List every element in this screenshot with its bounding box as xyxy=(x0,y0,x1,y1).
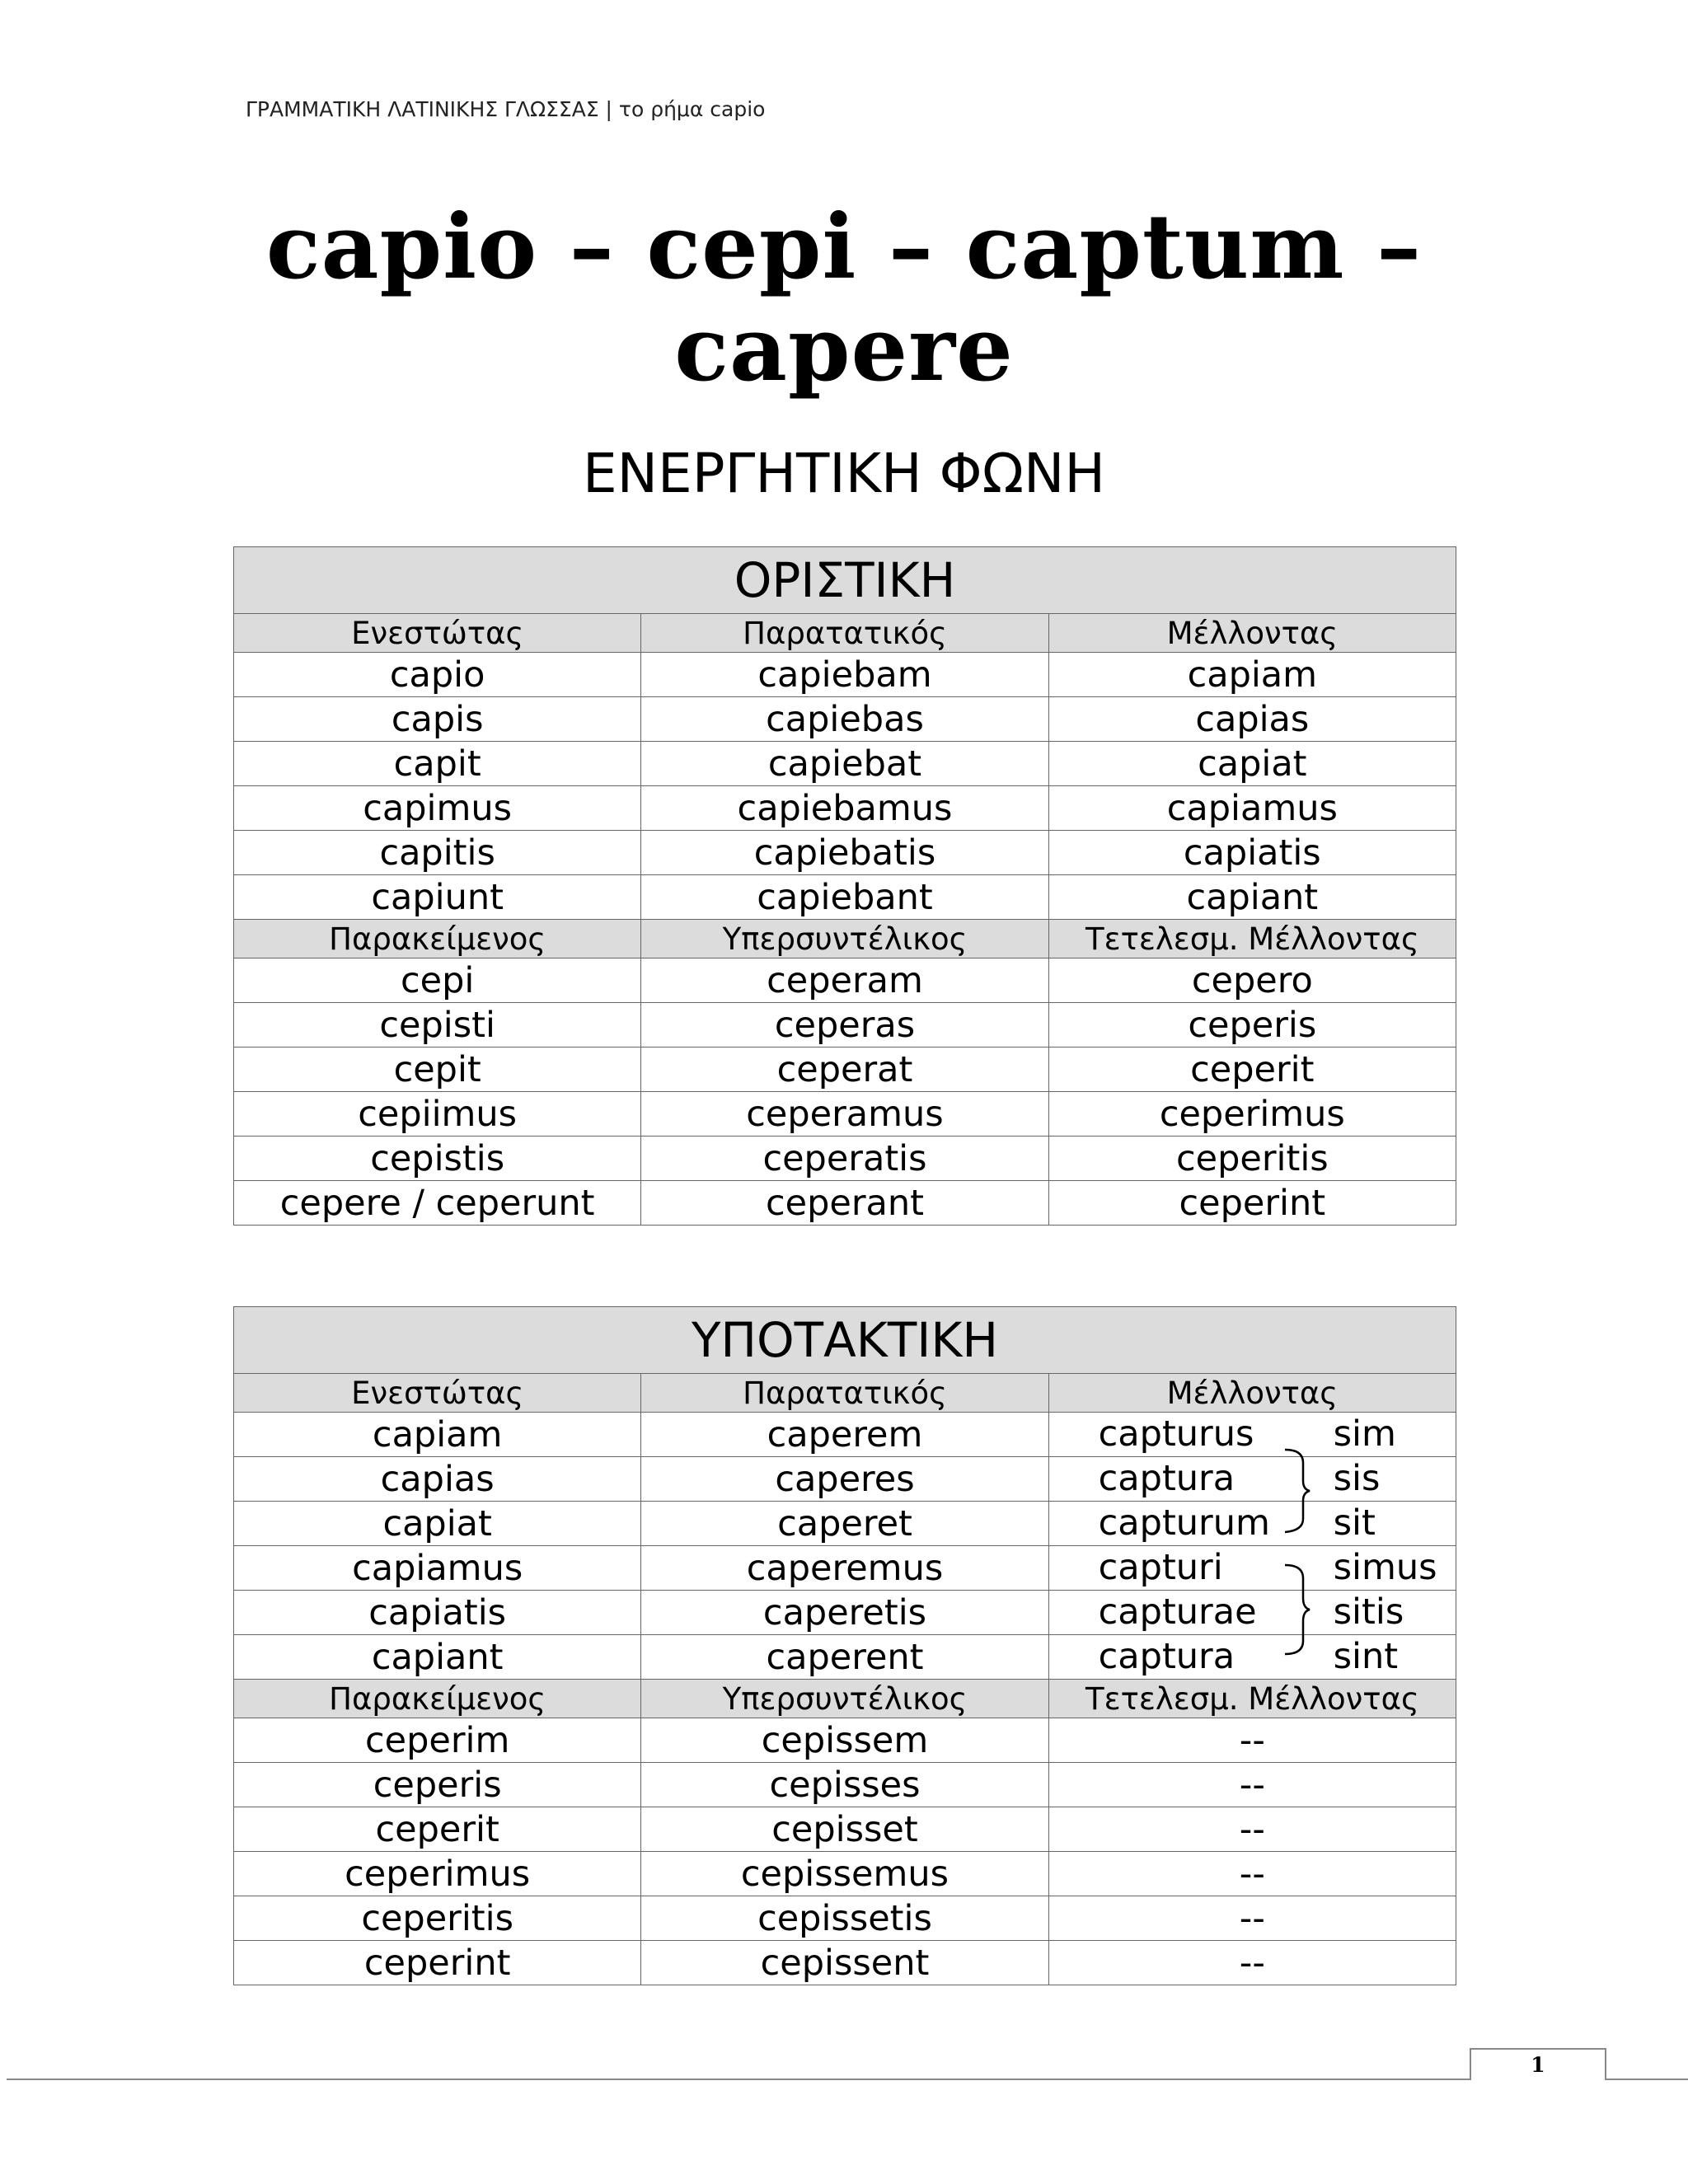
tense-header: Υπερσυντέλικος xyxy=(641,1680,1048,1718)
tense-header: Παρατατικός xyxy=(641,614,1048,653)
tense-header-row xyxy=(234,1680,1456,1718)
tense-header: Υπερσυντέλικος xyxy=(641,920,1048,958)
form-cell: capis xyxy=(234,697,641,742)
tense-header-row xyxy=(234,920,1456,958)
table-row xyxy=(234,1181,1456,1226)
form-cell: ceperis xyxy=(1048,1003,1456,1047)
form-cell: capiatis xyxy=(1048,831,1456,875)
form-cell: ceperis xyxy=(234,1763,641,1807)
table-row xyxy=(234,1546,1456,1591)
form-cell: caperes xyxy=(641,1457,1048,1502)
tense-header: Ενεστώτας xyxy=(234,614,641,653)
periphrastic-cell xyxy=(1048,1546,1456,1591)
periphrastic-cell xyxy=(1048,1635,1456,1680)
form-cell: ceperint xyxy=(234,1941,641,1985)
form-cell: capiebamus xyxy=(641,786,1048,831)
form-cell: capio xyxy=(234,653,641,697)
footer-rule xyxy=(7,2079,1688,2080)
periphrastic-cell xyxy=(1048,1413,1456,1457)
form-cell: capiunt xyxy=(234,875,641,920)
form-cell: ceperant xyxy=(641,1181,1048,1226)
form-cell: caperetis xyxy=(641,1591,1048,1635)
indicative-table xyxy=(233,546,1456,1226)
participle: capturae xyxy=(1098,1591,1257,1633)
periphrastic-brace xyxy=(1282,1446,1331,1677)
form-cell: cepissent xyxy=(641,1941,1048,1985)
auxiliary: sis xyxy=(1333,1458,1381,1499)
form-cell: capitis xyxy=(234,831,641,875)
form-cell: ceperimus xyxy=(234,1852,641,1896)
tense-header-row xyxy=(234,1374,1456,1413)
table-row xyxy=(234,958,1456,1003)
table-row xyxy=(234,1763,1456,1807)
tense-header: Παρατατικός xyxy=(641,1374,1048,1413)
table-row xyxy=(234,875,1456,920)
tense-header: Παρακείμενος xyxy=(234,1680,641,1718)
table-row xyxy=(234,1003,1456,1047)
form-cell: cepistis xyxy=(234,1137,641,1181)
form-cell: cepissemus xyxy=(641,1852,1048,1896)
form-cell: -- xyxy=(1048,1807,1456,1852)
table-row xyxy=(234,1635,1456,1680)
form-cell: -- xyxy=(1048,1852,1456,1896)
auxiliary: sitis xyxy=(1333,1591,1404,1633)
table-row xyxy=(234,1941,1456,1985)
form-cell: capiat xyxy=(1048,742,1456,786)
form-cell: ceperitis xyxy=(234,1896,641,1941)
periphrastic-cell xyxy=(1048,1502,1456,1546)
form-cell: ceperitis xyxy=(1048,1137,1456,1181)
page-number: 1 xyxy=(1531,2053,1545,2077)
form-cell: ceperint xyxy=(1048,1181,1456,1226)
tense-header: Μέλλοντας xyxy=(1048,614,1456,653)
form-cell: cepissem xyxy=(641,1718,1048,1763)
table-row xyxy=(234,742,1456,786)
title-line-1: capio – cepi – captum – xyxy=(265,195,1423,299)
table-row xyxy=(234,1502,1456,1546)
form-cell: ceperat xyxy=(641,1047,1048,1092)
form-cell: cepiimus xyxy=(234,1092,641,1137)
form-cell: capiant xyxy=(1048,875,1456,920)
table-row xyxy=(234,786,1456,831)
form-cell: -- xyxy=(1048,1896,1456,1941)
tense-header: Ενεστώτας xyxy=(234,1374,641,1413)
form-cell: capiam xyxy=(1048,653,1456,697)
participle: capturi xyxy=(1098,1547,1223,1588)
table-row xyxy=(234,653,1456,697)
table-row xyxy=(234,697,1456,742)
running-header: ΓΡΑΜΜΑΤΙΚΗ ΛΑΤΙΝΙΚΗΣ ΓΛΩΣΣΑΣ | το ρήμα capio xyxy=(246,97,766,121)
form-cell: -- xyxy=(1048,1718,1456,1763)
form-cell: caperet xyxy=(641,1502,1048,1546)
form-cell: cepisti xyxy=(234,1003,641,1047)
brace-singular xyxy=(1285,1450,1310,1532)
tense-header: Τετελεσμ. Μέλλοντας xyxy=(1048,920,1456,958)
auxiliary: sit xyxy=(1333,1502,1376,1544)
form-cell: capiat xyxy=(234,1502,641,1546)
title-line-2: capere xyxy=(674,298,1014,401)
form-cell: cepere / ceperunt xyxy=(234,1181,641,1226)
form-cell: capit xyxy=(234,742,641,786)
form-cell: capiebas xyxy=(641,697,1048,742)
page-title xyxy=(0,196,1688,401)
form-cell: cepit xyxy=(234,1047,641,1092)
tense-header: Τετελεσμ. Μέλλοντας xyxy=(1048,1680,1456,1718)
voice-heading: ΕΝΕΡΓΗΤΙΚΗ ΦΩΝΗ xyxy=(582,442,1106,505)
form-cell: capiebam xyxy=(641,653,1048,697)
auxiliary: sim xyxy=(1333,1413,1396,1455)
form-cell: ceperam xyxy=(641,958,1048,1003)
form-cell: ceperit xyxy=(234,1807,641,1852)
form-cell: cepisset xyxy=(641,1807,1048,1852)
table-row xyxy=(234,1137,1456,1181)
form-cell: ceperit xyxy=(1048,1047,1456,1092)
mood-heading: ΟΡΙΣΤΙΚΗ xyxy=(234,547,1456,614)
form-cell: ceperim xyxy=(234,1718,641,1763)
table-row xyxy=(234,1047,1456,1092)
table-row xyxy=(234,1413,1456,1457)
form-cell: ceperas xyxy=(641,1003,1048,1047)
form-cell: cepissetis xyxy=(641,1896,1048,1941)
form-cell: capiamus xyxy=(1048,786,1456,831)
subjunctive-table xyxy=(233,1306,1456,1985)
tense-header: Μέλλοντας xyxy=(1048,1374,1456,1413)
table-row xyxy=(234,1896,1456,1941)
participle: capturum xyxy=(1098,1502,1270,1544)
participle: captura xyxy=(1098,1458,1236,1499)
form-cell: ceperatis xyxy=(641,1137,1048,1181)
form-cell: cepi xyxy=(234,958,641,1003)
table-row xyxy=(234,1807,1456,1852)
form-cell: -- xyxy=(1048,1941,1456,1985)
form-cell: cepisses xyxy=(641,1763,1048,1807)
form-cell: capiamus xyxy=(234,1546,641,1591)
form-cell: capimus xyxy=(234,786,641,831)
auxiliary: simus xyxy=(1333,1547,1437,1588)
form-cell: capiebant xyxy=(641,875,1048,920)
periphrastic-cell xyxy=(1048,1591,1456,1635)
table-row xyxy=(234,1457,1456,1502)
form-cell: capiatis xyxy=(234,1591,641,1635)
form-cell: caperem xyxy=(641,1413,1048,1457)
form-cell: capias xyxy=(1048,697,1456,742)
table-row xyxy=(234,1092,1456,1137)
tense-header: Παρακείμενος xyxy=(234,920,641,958)
form-cell: capiant xyxy=(234,1635,641,1680)
form-cell: capiam xyxy=(234,1413,641,1457)
participle: capturus xyxy=(1098,1413,1254,1455)
table-row xyxy=(234,1852,1456,1896)
periphrastic-cell xyxy=(1048,1457,1456,1502)
form-cell: capiebatis xyxy=(641,831,1048,875)
form-cell: ceperimus xyxy=(1048,1092,1456,1137)
mood-row xyxy=(234,1307,1456,1374)
mood-row xyxy=(234,547,1456,614)
form-cell: -- xyxy=(1048,1763,1456,1807)
form-cell: caperent xyxy=(641,1635,1048,1680)
form-cell: capias xyxy=(234,1457,641,1502)
form-cell: ceperamus xyxy=(641,1092,1048,1137)
table-row xyxy=(234,831,1456,875)
form-cell: cepero xyxy=(1048,958,1456,1003)
tense-header-row xyxy=(234,614,1456,653)
form-cell: capiebat xyxy=(641,742,1048,786)
auxiliary: sint xyxy=(1333,1636,1399,1677)
form-cell: caperemus xyxy=(641,1546,1048,1591)
table-row xyxy=(234,1591,1456,1635)
mood-heading: ΥΠΟΤΑΚΤΙΚΗ xyxy=(234,1307,1456,1374)
table-row xyxy=(234,1718,1456,1763)
brace-plural xyxy=(1285,1565,1310,1654)
participle: captura xyxy=(1098,1636,1236,1677)
